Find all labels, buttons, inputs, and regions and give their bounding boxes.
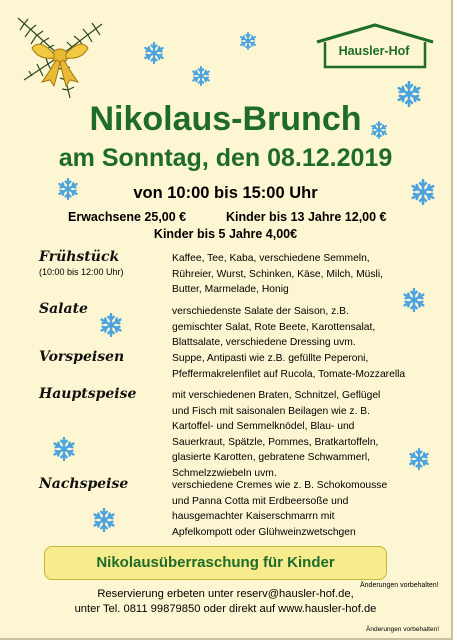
desc-vorspeisen (172, 351, 442, 382)
desc-line: und Panna Cotta mit Erdbeersoße und (172, 495, 349, 507)
disclaimer-note-bottom: Änderungen vorbehalten! (366, 626, 440, 633)
christmas-bow-decoration (14, 10, 106, 102)
desc-hauptspeise (172, 388, 442, 481)
category-vorspeisen: Vorspeisen (39, 349, 125, 365)
desc-line: verschiedene Cremes wie z. B. Schokomousse (172, 480, 388, 491)
price-kids-13: Kinder bis 13 Jahre 12,00 € (226, 210, 387, 224)
snowflake-icon (52, 437, 76, 461)
desc-line: mit verschiedenen Braten, Schnitzel, Geflügel (172, 390, 381, 401)
event-time: von 10:00 bis 15:00 Uhr (133, 184, 318, 202)
snowflake-icon (99, 313, 123, 337)
disclaimer-note: Änderungen vorbehalten! (360, 582, 439, 589)
reservation-email-line: Reservierung erbeten unter reserv@hausler-hof.de, (97, 588, 354, 600)
desc-line: Rühreier, Wurst, Schinken, Käse, Milch, Müsli, (172, 268, 383, 280)
snowflake-icon (370, 121, 388, 139)
logo-text: Hausler-Hof (338, 44, 410, 58)
snowflake-icon (408, 448, 430, 470)
desc-line: Sauerkraut, Spätzle, Pommes, Bratkartoffeln, (172, 436, 379, 448)
desc-line: Apfelkompott oder Glühweinzwetschgen (172, 526, 356, 538)
desc-line: glasierte Karotten, gebratene Schwammerl, (172, 452, 371, 463)
desc-line: verschiedenste Salate der Saison, z.B. (172, 306, 349, 317)
kids-surprise-banner: Nikolausüberraschung für Kinder (44, 546, 387, 580)
snowflake-icon (396, 81, 422, 107)
snowflake-icon (410, 179, 436, 205)
desc-line: hausgemachter Kaiserschmarrn mit (172, 511, 335, 522)
desc-line: Butter, Marmelade, Honig (172, 284, 289, 295)
desc-line: gemischter Salat, Rote Beete, Karottensalat, (172, 321, 376, 333)
desc-line: Kartoffel- und Semmelknödel, Blau- und (172, 421, 355, 432)
snowflake-icon (92, 508, 116, 532)
price-kids-5: Kinder bis 5 Jahre 4,00€ (153, 227, 298, 241)
page-title: Nikolaus-Brunch (89, 100, 362, 138)
snowflake-icon (57, 178, 79, 200)
desc-line: Suppe, Antipasti wie z.B. gefüllte Peperoni, (172, 353, 369, 364)
desc-line: Kaffee, Tee, Kaba, verschiedene Semmeln, (172, 253, 370, 264)
reservation-phone-line: unter Tel. 0811 99879850 oder direkt auf www.hausler-hof.de (74, 603, 377, 615)
category-nachspeise: Nachspeise (39, 476, 129, 492)
desc-nachspeise (172, 478, 442, 540)
category-hauptspeise: Hauptspeise (39, 386, 137, 402)
snowflake-icon (239, 32, 257, 50)
desc-line: und Fisch mit saisonalen Beilagen wie z. B. (172, 405, 371, 417)
category-salate: Salate (39, 301, 88, 317)
desc-line: Schmelzzwiebeln uvm. (172, 467, 277, 479)
category-fruehstueck: Frühstück (39, 249, 120, 265)
price-adults: Erwachsene 25,00 € (68, 210, 187, 224)
desc-line: Pfeffermakrelenfilet auf Rucola, Tomate-Mozzarella (172, 368, 406, 380)
desc-line: Blattsalate, verschiedene Dressing uvm. (172, 337, 356, 348)
category-fruehstueck-time: (10:00 bis 12:00 Uhr) (39, 267, 124, 277)
snowflake-icon (402, 288, 426, 312)
snowflake-icon (143, 42, 165, 64)
event-date: am Sonntag, den 08.12.2019 (58, 144, 393, 172)
snowflake-icon (191, 66, 211, 86)
